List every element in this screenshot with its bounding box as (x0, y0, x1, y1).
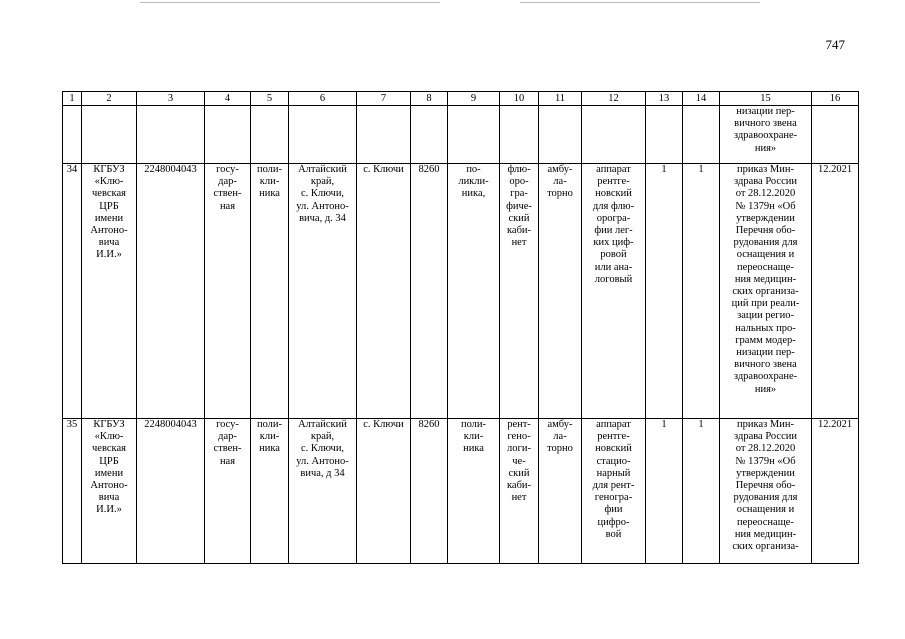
cell-unit: поли- кли- ника (448, 419, 500, 564)
cell-inn (137, 106, 205, 164)
cell-locality: 7 (357, 92, 411, 106)
cell-inn: 2248004043 (137, 164, 205, 419)
table-row-continuation (63, 106, 859, 164)
cell-inn: 2248004043 (137, 419, 205, 564)
cell-ownership (205, 106, 251, 164)
cell-organization: КГБУЗ «Клю- чевская ЦРБ имени Антоно- вича И.И.» (82, 164, 137, 419)
cell-num: 34 (63, 164, 82, 419)
cell-legal-basis: низации пер- вичного звена здравоохране- ния» (720, 106, 812, 164)
cell-care-form: 11 (539, 92, 582, 106)
cell-room: флю- оро- гра- фиче- ский каби- нет (500, 164, 539, 419)
cell-facility-type: поли- кли- ника (251, 164, 289, 419)
cell-care-form: амбу- ла- торно (539, 164, 582, 419)
cell-qty-a: 1 (646, 419, 683, 564)
cell-legal-basis: 15 (720, 92, 812, 106)
cell-num: 1 (63, 92, 82, 106)
cell-ownership: госу- дар- ствен- ная (205, 164, 251, 419)
cell-equipment: аппарат рентге- новский для флю- орогра- фии лег- ких циф- ровой или ана- логовый (582, 164, 646, 419)
cell-qty-b: 1 (683, 164, 720, 419)
cell-legal-basis: приказ Мин- здрава России от 28.12.2020 № 1379н «Об утверждении Перечня обо- рудования для оснащения и переоснаще- ния медицин- ских организа- ций при реали- зации регио- нальных про- грамм модер- низации пер- вичного звена здравоохране- ния» (720, 164, 812, 419)
cell-address: Алтайский край, с. Ключи, ул. Антоно- вича, д 34 (289, 419, 357, 564)
cell-ownership: 4 (205, 92, 251, 106)
cell-care-form: амбу- ла- торно (539, 419, 582, 564)
cell-population: 8260 (411, 164, 448, 419)
cell-qty-a (646, 106, 683, 164)
cell-locality: с. Ключи (357, 419, 411, 564)
cell-inn: 3 (137, 92, 205, 106)
cell-num: 35 (63, 419, 82, 564)
register-table (62, 91, 859, 564)
cell-deadline (812, 106, 859, 164)
cell-qty-b: 14 (683, 92, 720, 106)
cell-qty-a: 13 (646, 92, 683, 106)
table-row (63, 419, 859, 564)
cell-organization: 2 (82, 92, 137, 106)
cell-population: 8260 (411, 419, 448, 564)
cell-care-form (539, 106, 582, 164)
cell-qty-b (683, 106, 720, 164)
cell-locality: с. Ключи (357, 164, 411, 419)
cell-facility-type: поли- кли- ника (251, 419, 289, 564)
cell-ownership: госу- дар- ствен- ная (205, 419, 251, 564)
cell-address: 6 (289, 92, 357, 106)
scan-artifact-line (140, 2, 440, 3)
cell-facility-type: 5 (251, 92, 289, 106)
cell-unit (448, 106, 500, 164)
cell-deadline: 16 (812, 92, 859, 106)
page-number: 747 (825, 37, 845, 52)
cell-population (411, 106, 448, 164)
cell-qty-a: 1 (646, 164, 683, 419)
cell-room: 10 (500, 92, 539, 106)
table-header-row (63, 92, 859, 106)
cell-equipment (582, 106, 646, 164)
cell-equipment: аппарат рентге- новский стацио- нарный для рент- геногра- фии цифро- вой (582, 419, 646, 564)
cell-population: 8 (411, 92, 448, 106)
cell-room (500, 106, 539, 164)
cell-deadline: 12.2021 (812, 164, 859, 419)
scan-artifact-line (520, 2, 760, 3)
cell-locality (357, 106, 411, 164)
cell-num (63, 106, 82, 164)
cell-equipment: 12 (582, 92, 646, 106)
cell-unit: 9 (448, 92, 500, 106)
cell-qty-b: 1 (683, 419, 720, 564)
cell-facility-type (251, 106, 289, 164)
table-row (63, 164, 859, 419)
cell-unit: по- ликли- ника, (448, 164, 500, 419)
cell-deadline: 12.2021 (812, 419, 859, 564)
cell-address: Алтайский край, с. Ключи, ул. Антоно- вича, д. 34 (289, 164, 357, 419)
cell-address (289, 106, 357, 164)
cell-legal-basis: приказ Мин- здрава России от 28.12.2020 № 1379н «Об утверждении Перечня обо- рудования для оснащения и переоснаще- ния медицин- ских организа- (720, 419, 812, 564)
cell-room: рент- гено- логи- че- ский каби- нет (500, 419, 539, 564)
cell-organization: КГБУЗ «Клю- чевская ЦРБ имени Антоно- вича И.И.» (82, 419, 137, 564)
cell-organization (82, 106, 137, 164)
